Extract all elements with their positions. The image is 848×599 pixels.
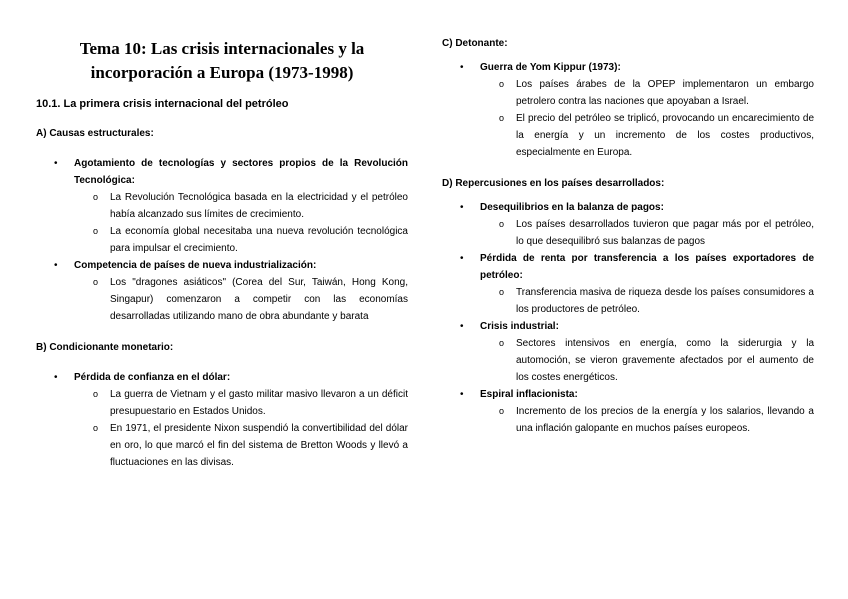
sub-bullet: o El precio del petróleo se triplicó, provocando un encarecimiento de la energía y un incremento de los costes productivos, especialmente en Europa. bbox=[480, 110, 814, 161]
section-d-item-2 bbox=[442, 250, 814, 318]
sub-bullet: o Transferencia masiva de riqueza desde los países consumidores a los productores de petróleo. bbox=[480, 284, 814, 318]
section-d-item-4 bbox=[442, 386, 814, 437]
left-column bbox=[36, 0, 408, 471]
section-c-heading: C) Detonante: bbox=[442, 38, 508, 49]
section-a-list bbox=[36, 155, 408, 325]
section-b-list bbox=[36, 369, 408, 471]
sub-bullet: o Sectores intensivos en energía, como la siderurgia y la automoción, se vieron gravemente afectados por el aumento de los costes energéticos. bbox=[480, 335, 814, 386]
sub-bullet: o La economía global necesitaba una nueva revolución tecnológica para impulsar el crecimiento. bbox=[74, 223, 408, 257]
bullet-label: • Desequilibrios en la balanza de pagos: bbox=[480, 202, 664, 213]
section-subtitle: 10.1. La primera crisis internacional del petróleo bbox=[36, 98, 289, 110]
bullet-label: • Pérdida de renta por transferencia a los países exportadores de petróleo: bbox=[480, 253, 814, 281]
section-c-list bbox=[442, 59, 814, 161]
bullet-label: • Guerra de Yom Kippur (1973): bbox=[480, 62, 621, 73]
sub-bullet: o La Revolución Tecnológica basada en la electricidad y el petróleo había alcanzado sus límites de crecimiento. bbox=[74, 189, 408, 223]
sub-bullet: o Los "dragones asiáticos" (Corea del Sur, Taiwán, Hong Kong, Singapur) comenzaron a competir con las economías desarrolladas utilizando mano de obra abundante y barata bbox=[74, 274, 408, 325]
sub-bullet: o En 1971, el presidente Nixon suspendió la convertibilidad del dólar en oro, lo que marcó el fin del sistema de Bretton Woods y llevó a fluctuaciones en las divisas. bbox=[74, 420, 408, 471]
sub-bullet: o Los países árabes de la OPEP implementaron un embargo petrolero contra las naciones que apoyaban a Israel. bbox=[480, 76, 814, 110]
section-d-item-1 bbox=[442, 199, 814, 250]
section-d-list bbox=[442, 199, 814, 437]
bullet-label: • Pérdida de confianza en el dólar: bbox=[74, 372, 231, 383]
bullet-label: • Agotamiento de tecnologías y sectores propios de la Revolución Tecnológica: bbox=[74, 158, 408, 186]
section-b-heading: B) Condicionante monetario: bbox=[36, 342, 174, 353]
section-a-item-2 bbox=[36, 257, 408, 325]
bullet-label: • Crisis industrial: bbox=[480, 321, 559, 332]
sub-bullet: o Los países desarrollados tuvieron que pagar más por el petróleo, lo que desequilibró sus balanzas de pagos bbox=[480, 216, 814, 250]
bullet-label: • Espiral inflacionista: bbox=[480, 389, 578, 400]
section-c-item-1 bbox=[442, 59, 814, 161]
right-column bbox=[442, 0, 814, 437]
bullet-label: • Competencia de países de nueva industrialización: bbox=[74, 260, 317, 271]
sub-bullet: o Incremento de los precios de la energía y los salarios, llevando a una inflación galopante en muchos países europeos. bbox=[480, 403, 814, 437]
section-a-item-1 bbox=[36, 155, 408, 257]
sub-bullet: o La guerra de Vietnam y el gasto militar masivo llevaron a un déficit presupuestario en Estados Unidos. bbox=[74, 386, 408, 420]
section-d-heading: D) Repercusiones en los países desarrollados: bbox=[442, 178, 665, 189]
section-b-item-1 bbox=[36, 369, 408, 471]
document-title: Tema 10: Las crisis internacionales y la incorporación a Europa (1973-1998) bbox=[79, 39, 365, 82]
section-d-item-3 bbox=[442, 318, 814, 386]
section-a-heading: A) Causas estructurales: bbox=[36, 128, 154, 139]
